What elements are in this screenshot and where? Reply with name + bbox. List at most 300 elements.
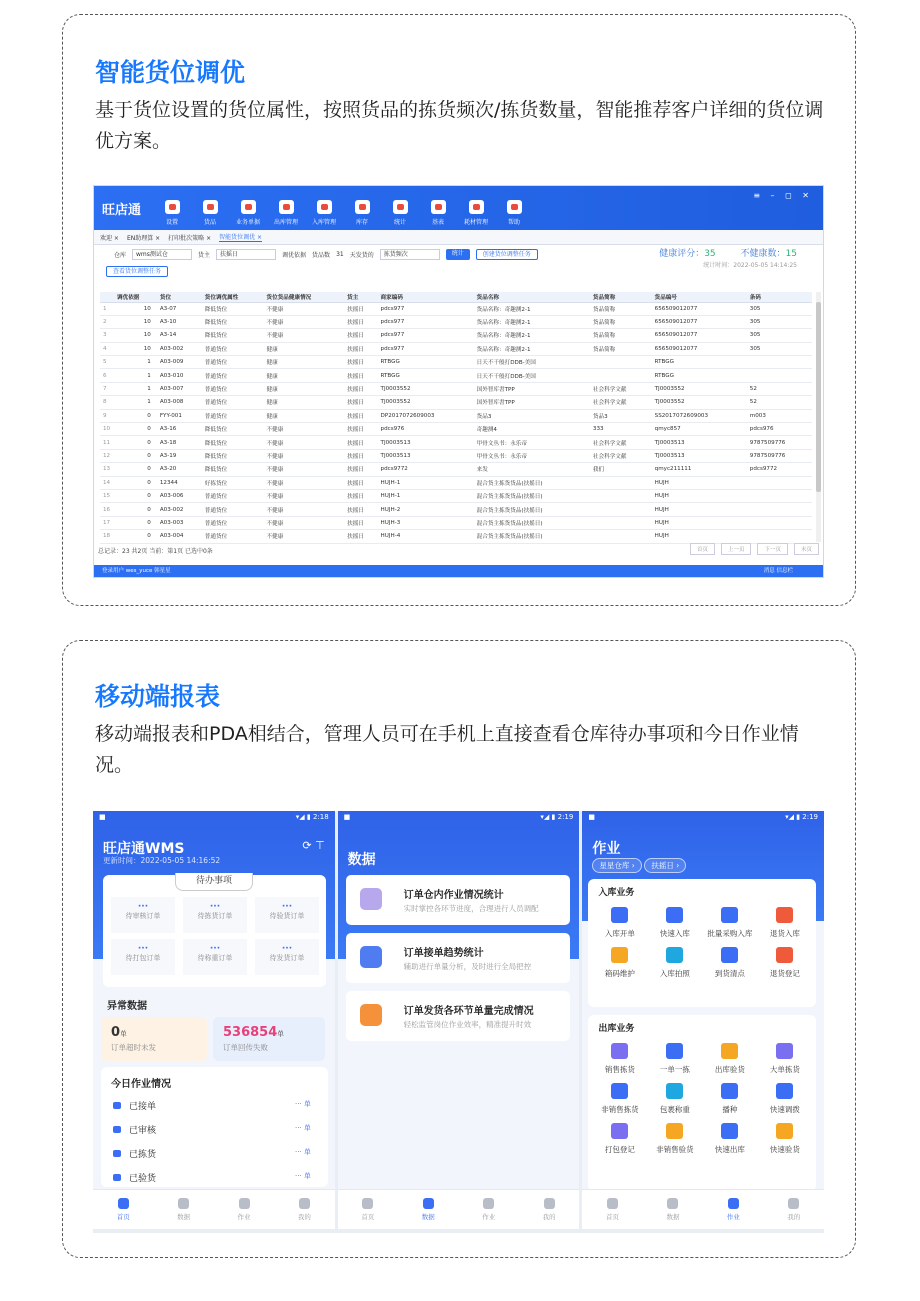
- table-cell: A03-002: [157, 503, 202, 516]
- tab-data[interactable]: 数据: [666, 1198, 679, 1221]
- report-subtitle: 轻松监管岗位作业效率，精准提升时效: [403, 1020, 532, 1029]
- tab[interactable]: 智能货位调优 ×: [219, 234, 263, 241]
- status-bar: ■ ▾◢ ▮ 2:19: [343, 813, 574, 821]
- table-cell: 混合货主拣货货品(扶摇日): [474, 516, 590, 529]
- table-row[interactable]: [100, 329, 812, 342]
- table-cell: 日天不干般打DDB-美国: [474, 356, 590, 369]
- today-icon: [113, 1174, 121, 1181]
- tab-mine[interactable]: 我的: [787, 1198, 800, 1221]
- table-cell: [590, 369, 652, 382]
- todo-value: ···: [281, 902, 293, 912]
- table-cell: A03-010: [157, 369, 202, 382]
- table-cell: 305: [747, 342, 812, 355]
- todo-label: 待称重订单: [197, 954, 233, 962]
- table-cell: 国外智库書TPP: [474, 382, 590, 395]
- today-item[interactable]: [113, 1171, 311, 1184]
- work-label: 销售拣货: [604, 1065, 635, 1074]
- owner-label: 货主: [198, 251, 211, 259]
- login-user: 登录用户 wes_yuce 韩星星: [102, 568, 171, 574]
- nav-item[interactable]: [229, 200, 267, 230]
- table-cell: HUJH: [652, 489, 747, 502]
- page-title: 数据: [347, 852, 376, 868]
- work-icon: [666, 1123, 683, 1139]
- table-cell: RTBGG: [378, 356, 474, 369]
- table-row[interactable]: [100, 436, 812, 449]
- create-task-button[interactable]: 创建货位调整任务: [476, 249, 538, 260]
- nav-label: 设置: [166, 219, 179, 226]
- work-item[interactable]: [647, 1123, 702, 1155]
- message-link[interactable]: 消息 信息栏: [763, 568, 793, 574]
- table-cell: 0: [114, 423, 157, 436]
- table-cell: 不健康: [264, 489, 345, 502]
- work-icon: [611, 907, 628, 923]
- table-cell: [590, 503, 652, 516]
- owner-select[interactable]: 扶摇日: [216, 249, 276, 260]
- todo-item[interactable]: [183, 897, 247, 933]
- work-item[interactable]: [702, 1083, 757, 1115]
- column-header: 货位: [157, 292, 202, 302]
- todo-label: 待审核订单: [125, 912, 161, 920]
- table-cell: HUJH: [652, 530, 747, 543]
- table-cell: 健康: [264, 396, 345, 409]
- row-index: 13: [100, 463, 114, 476]
- work-item[interactable]: [757, 1083, 812, 1115]
- table-row[interactable]: [100, 382, 812, 395]
- work-label: 出库验货: [714, 1065, 745, 1074]
- table-cell: TJ0003552: [378, 382, 474, 395]
- table-cell: 305: [747, 329, 812, 342]
- nav-icon: [507, 200, 522, 214]
- work-item[interactable]: [757, 1043, 812, 1075]
- nav-item[interactable]: [305, 200, 343, 230]
- todo-value: ···: [137, 944, 149, 954]
- pager-button[interactable]: 末页: [794, 543, 819, 555]
- inbound-section: [588, 879, 816, 1007]
- table-cell: 货品名称：奇趣测2-1: [474, 329, 590, 342]
- work-icon: [666, 907, 683, 923]
- table-cell: A3-07: [157, 302, 202, 315]
- table-cell: 不健康: [264, 463, 345, 476]
- report-card[interactable]: [346, 933, 570, 983]
- nav-item[interactable]: [495, 200, 533, 230]
- table-cell: 货品3: [590, 409, 652, 422]
- table-cell: 0: [114, 436, 157, 449]
- table-cell: TJ0003513: [652, 449, 747, 462]
- table-cell: 混合货主拣货货品(扶摇日): [474, 503, 590, 516]
- work-icon: [721, 1083, 738, 1099]
- table-cell: 9787509776: [747, 436, 812, 449]
- row-index: 4: [100, 342, 114, 355]
- work-label: 入库拍照: [659, 969, 690, 978]
- nav-label: 库存: [356, 219, 369, 226]
- table-cell: pdcs977: [378, 329, 474, 342]
- tab-data[interactable]: 数据: [177, 1198, 190, 1221]
- owner-pill[interactable]: 扶摇日 ›: [644, 858, 686, 873]
- table-cell: 货品名称：奇趣测2-1: [474, 342, 590, 355]
- table-row[interactable]: [100, 476, 812, 489]
- table-cell: 扶摇日: [344, 503, 377, 516]
- work-label: 一单一拣: [659, 1065, 690, 1074]
- work-label: 快速入库: [659, 929, 690, 938]
- table-scrollbar[interactable]: [816, 292, 821, 542]
- report-card[interactable]: [346, 991, 570, 1041]
- column-header: 货主: [344, 292, 377, 302]
- table-cell: 普通货位: [202, 516, 264, 529]
- table-cell: RTBGG: [652, 369, 747, 382]
- table-cell: 降低货位: [202, 449, 264, 462]
- today-label: 已接单: [129, 1102, 157, 1112]
- nav-item[interactable]: [457, 200, 495, 230]
- row-index: 16: [100, 503, 114, 516]
- work-icon: [611, 1123, 628, 1139]
- range-value[interactable]: 31: [336, 250, 344, 258]
- work-item[interactable]: [702, 1123, 757, 1155]
- main-nav: [153, 186, 533, 230]
- table-cell: [590, 516, 652, 529]
- table-cell: 1: [114, 382, 157, 395]
- column-header: 货品简称: [590, 292, 652, 302]
- table-row[interactable]: [100, 302, 812, 315]
- table-cell: 扶摇日: [344, 436, 377, 449]
- table-cell: 不健康: [264, 329, 345, 342]
- work-item[interactable]: [702, 907, 757, 939]
- todo-value: ···: [137, 902, 149, 912]
- pager-button[interactable]: 下一页: [757, 543, 788, 555]
- work-label: 非销售拣货: [601, 1105, 639, 1114]
- table-cell: 0: [114, 409, 157, 422]
- table-cell: [747, 356, 812, 369]
- table-cell: 扶摇日: [344, 409, 377, 422]
- table-cell: [747, 503, 812, 516]
- outbound-title: 出库业务: [598, 1024, 635, 1034]
- table-cell: TJ0003552: [378, 396, 474, 409]
- work-item[interactable]: [757, 1123, 812, 1155]
- pagination: [690, 543, 819, 555]
- table-cell: 国外智库書TPP: [474, 396, 590, 409]
- table-cell: A03-003: [157, 516, 202, 529]
- health-score: [659, 246, 797, 259]
- row-index: 6: [100, 369, 114, 382]
- work-icon: [721, 1123, 738, 1139]
- table-cell: 0: [114, 503, 157, 516]
- status-bar: ■ ▾◢ ▮ 2:19: [588, 813, 819, 821]
- tab-home[interactable]: 首页: [117, 1198, 130, 1221]
- row-index: 10: [100, 423, 114, 436]
- row-index: 3: [100, 329, 114, 342]
- today-icon: [113, 1126, 121, 1133]
- work-item[interactable]: [702, 1043, 757, 1075]
- work-item[interactable]: [592, 1123, 647, 1155]
- table-cell: pdcs977: [378, 342, 474, 355]
- todo-card: [103, 875, 326, 987]
- tab-work[interactable]: 作业: [482, 1198, 495, 1221]
- work-icon: [611, 1043, 628, 1059]
- table-cell: TJ0003513: [378, 436, 474, 449]
- table-row[interactable]: [100, 423, 812, 436]
- table-cell: A3-18: [157, 436, 202, 449]
- work-label: 退货登记: [769, 969, 800, 978]
- table-cell: 扶摇日: [344, 449, 377, 462]
- work-label: 入库开单: [604, 929, 635, 938]
- stat-time: 统计时间：2022-05-05 14:14:25: [703, 262, 797, 269]
- row-index: 7: [100, 382, 114, 395]
- table-cell: 0: [114, 449, 157, 462]
- nav-item[interactable]: [343, 200, 381, 230]
- table-cell: 305: [747, 302, 812, 315]
- table-cell: [747, 369, 812, 382]
- work-item[interactable]: [757, 907, 812, 939]
- row-index: 12: [100, 449, 114, 462]
- table-cell: 扶摇日: [344, 516, 377, 529]
- work-item[interactable]: [647, 1043, 702, 1075]
- today-label: 已验货: [129, 1174, 157, 1184]
- report-title: 订单仓内作业情况统计: [403, 890, 504, 901]
- work-label: 非销售验货: [656, 1145, 694, 1154]
- table-cell: 0: [114, 489, 157, 502]
- table-cell: 扶摇日: [344, 396, 377, 409]
- work-item[interactable]: [757, 947, 812, 979]
- todo-title: 待办事项: [175, 873, 253, 891]
- work-label: 播种: [722, 1105, 738, 1114]
- tab-mine[interactable]: 我的: [543, 1198, 556, 1221]
- table-cell: 普通货位: [202, 342, 264, 355]
- abnormal-callback[interactable]: [213, 1017, 325, 1061]
- table-row[interactable]: [100, 449, 812, 462]
- today-icon: [113, 1150, 121, 1157]
- column-header: 商家编码: [378, 292, 474, 302]
- todo-item[interactable]: [255, 897, 319, 933]
- column-header: 货品编号: [652, 292, 747, 302]
- todo-item[interactable]: [255, 939, 319, 975]
- table-cell: 扶摇日: [344, 489, 377, 502]
- work-label: 包裹称重: [659, 1105, 690, 1114]
- table-cell: A03-007: [157, 382, 202, 395]
- nav-item[interactable]: [381, 200, 419, 230]
- tab-mine[interactable]: 我的: [298, 1198, 311, 1221]
- row-index: 18: [100, 530, 114, 543]
- today-value: ··· 单: [295, 1124, 311, 1132]
- today-item[interactable]: [113, 1147, 311, 1160]
- table-row[interactable]: [100, 369, 812, 382]
- table-cell: 普通货位: [202, 369, 264, 382]
- table-cell: 普通货位: [202, 382, 264, 395]
- tab-data[interactable]: 数据: [422, 1198, 435, 1221]
- table-cell: pdcs977: [378, 315, 474, 328]
- todo-value: ···: [281, 944, 293, 954]
- table-cell: 普通货位: [202, 409, 264, 422]
- pager-button[interactable]: 上一页: [721, 543, 752, 555]
- warehouse-select[interactable]: wms测试仓: [132, 249, 192, 260]
- table-cell: [747, 530, 812, 543]
- warehouse-label: 仓库: [114, 251, 127, 259]
- table-cell: TJ0003513: [652, 436, 747, 449]
- todo-value: ···: [209, 944, 221, 954]
- table-cell: 656509012077: [652, 329, 747, 342]
- table-cell: 扶摇日: [344, 382, 377, 395]
- table-cell: FYY-001: [157, 409, 202, 422]
- freq-select[interactable]: 拣货频次: [380, 249, 440, 260]
- table-cell: [747, 516, 812, 529]
- tab-home[interactable]: 首页: [606, 1198, 619, 1221]
- pager-button[interactable]: 首页: [690, 543, 715, 555]
- table-cell: A03-006: [157, 489, 202, 502]
- table-cell: 扶摇日: [344, 356, 377, 369]
- column-header: 货位货品健康情况: [264, 292, 345, 302]
- table-row[interactable]: [100, 516, 812, 529]
- work-item[interactable]: [592, 1083, 647, 1115]
- nav-item[interactable]: [419, 200, 457, 230]
- work-item[interactable]: [592, 1043, 647, 1075]
- work-label: 大单拣货: [769, 1065, 800, 1074]
- table-row[interactable]: [100, 463, 812, 476]
- table-cell: 货品简称: [590, 329, 652, 342]
- report-subtitle: 辅助进行单量分析，及时进行全局把控: [403, 962, 532, 971]
- todo-label: 待发货订单: [269, 954, 305, 962]
- table-row[interactable]: [100, 396, 812, 409]
- stat-button[interactable]: 统计: [446, 249, 470, 260]
- work-item[interactable]: [647, 947, 702, 979]
- tab[interactable]: 打印批次策略 ×: [168, 234, 212, 242]
- nav-icon: [203, 200, 218, 214]
- tab[interactable]: 欢迎 ×: [100, 234, 119, 242]
- unhealthy-value: 15: [785, 249, 797, 259]
- table-cell: 10: [114, 329, 157, 342]
- tab-work[interactable]: 作业: [727, 1198, 740, 1221]
- tab-home[interactable]: 首页: [361, 1198, 374, 1221]
- nav-icon: [431, 200, 446, 214]
- status-time: ▾◢ ▮ 2:19: [540, 813, 574, 821]
- table-cell: 10: [114, 342, 157, 355]
- app-logo: 旺店通: [102, 202, 142, 218]
- column-header: 货品名称: [474, 292, 590, 302]
- row-index: 1: [100, 302, 114, 315]
- todo-value: ···: [209, 902, 221, 912]
- table-cell: [590, 476, 652, 489]
- work-item[interactable]: [592, 947, 647, 979]
- slotting-table: [100, 292, 812, 544]
- today-item[interactable]: [113, 1099, 311, 1112]
- window-controls[interactable]: ≡ – ◻ ✕: [753, 191, 813, 200]
- column-header-index: [100, 292, 114, 302]
- nav-label: 统计: [394, 219, 407, 226]
- work-item[interactable]: [647, 1083, 702, 1115]
- work-icon: [721, 1043, 738, 1059]
- nav-item[interactable]: [267, 200, 305, 230]
- nav-icon: [317, 200, 332, 214]
- table-row[interactable]: [100, 409, 812, 422]
- table-cell: 普通货位: [202, 356, 264, 369]
- section-title: 移动端报表: [95, 682, 221, 711]
- today-item[interactable]: [113, 1123, 311, 1136]
- nav-label: 货品: [204, 219, 217, 226]
- status-bar: [94, 565, 823, 577]
- desktop-screenshot: [93, 185, 824, 578]
- abnormal-label: 订单回传失败: [223, 1043, 268, 1052]
- row-index: 8: [100, 396, 114, 409]
- table-row[interactable]: [100, 503, 812, 516]
- table-cell: 健康: [264, 382, 345, 395]
- table-cell: qmyc211111: [652, 463, 747, 476]
- table-row[interactable]: [100, 356, 812, 369]
- todo-item[interactable]: [111, 897, 175, 933]
- work-item[interactable]: [702, 947, 757, 979]
- abnormal-timeout[interactable]: [101, 1017, 207, 1061]
- nav-item[interactable]: [153, 200, 191, 230]
- table-cell: 不健康: [264, 302, 345, 315]
- freq-label: 天发货的: [349, 251, 374, 259]
- health-value: 35: [704, 249, 716, 259]
- table-row[interactable]: [100, 315, 812, 328]
- table-cell: HUJH-4: [378, 530, 474, 543]
- row-index: 15: [100, 489, 114, 502]
- table-cell: A03-004: [157, 530, 202, 543]
- todo-item[interactable]: [183, 939, 247, 975]
- report-card[interactable]: [346, 875, 570, 925]
- tab-work[interactable]: 作业: [238, 1198, 251, 1221]
- nav-label: 耗材管理: [464, 219, 489, 226]
- table-cell: 9787509776: [747, 449, 812, 462]
- table-cell: 不健康: [264, 530, 345, 543]
- table-cell: RTBGG: [652, 356, 747, 369]
- report-icon: [360, 1004, 382, 1026]
- todo-label: 待验货订单: [269, 912, 305, 920]
- table-cell: 扶摇日: [344, 369, 377, 382]
- tab-bar: [93, 1189, 335, 1229]
- table-row[interactable]: [100, 530, 812, 543]
- work-label: 批量采购入库: [707, 929, 753, 938]
- table-cell: 0: [114, 516, 157, 529]
- nav-icon: [165, 200, 180, 214]
- status-time: ▾◢ ▮ 2:18: [295, 813, 329, 821]
- table-cell: A03-008: [157, 396, 202, 409]
- unhealthy-label: 不健康数：: [740, 249, 786, 259]
- table-cell: TJ0003552: [652, 382, 747, 395]
- today-icon: [113, 1102, 121, 1109]
- view-task-button[interactable]: 查看货位调整任务: [106, 266, 168, 277]
- work-icon: [721, 947, 738, 963]
- table-cell: 10: [114, 315, 157, 328]
- work-label: 退货入库: [769, 929, 800, 938]
- table-cell: 降低货位: [202, 436, 264, 449]
- warehouse-pill[interactable]: 星星仓库 ›: [592, 858, 641, 873]
- tab[interactable]: EN助理算 ×: [126, 234, 161, 242]
- table-cell: A03-002: [157, 342, 202, 355]
- phone-work: [582, 811, 824, 1229]
- today-label: 已审核: [129, 1126, 157, 1136]
- table-cell: 52: [747, 396, 812, 409]
- todo-item[interactable]: [111, 939, 175, 975]
- page-title: 作业: [592, 841, 621, 857]
- nav-item[interactable]: [191, 200, 229, 230]
- table-row[interactable]: [100, 342, 812, 355]
- refresh-filter-icons[interactable]: ⟳ ⊤: [302, 839, 325, 852]
- work-icon: [776, 1123, 793, 1139]
- table-cell: 货品简称: [590, 342, 652, 355]
- tab-bar: [582, 1189, 824, 1229]
- work-label: 打包登记: [604, 1145, 635, 1154]
- outbound-section: [588, 1015, 816, 1191]
- work-item[interactable]: [647, 907, 702, 939]
- report-subtitle: 实时掌控各环节进度，合理进行人员调配: [403, 904, 539, 913]
- table-row[interactable]: [100, 489, 812, 502]
- status-bar: ■ ▾◢ ▮ 2:18: [99, 813, 329, 821]
- work-item[interactable]: [592, 907, 647, 939]
- table-cell: 混合货主拣货货品(扶摇日): [474, 489, 590, 502]
- table-cell: 扶摇日: [344, 530, 377, 543]
- table-cell: [747, 476, 812, 489]
- table-cell: 降低货位: [202, 302, 264, 315]
- table-cell: pdcs977: [378, 302, 474, 315]
